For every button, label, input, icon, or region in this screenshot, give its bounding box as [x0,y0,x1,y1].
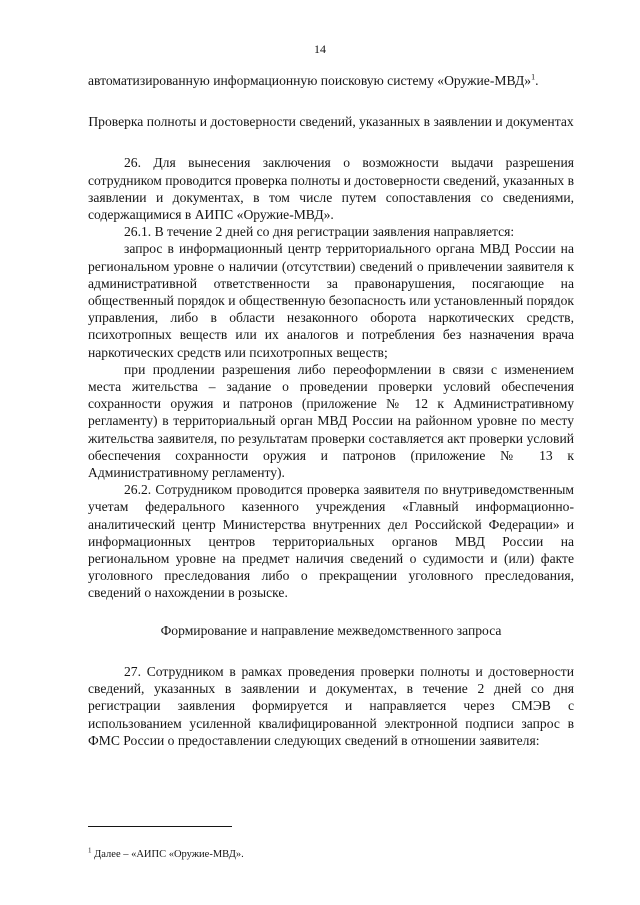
paragraph-26: 26. Для вынесения заключения о возможности выдачи разрешения сотрудником проводится проверка полноты и достоверности сведений, указанных в заявлении и документах, в том числе путем сопоставления со сведениями, содержащимися в АИПС «Оружие-МВД». [88,155,574,223]
document-body [88,72,574,749]
footnote [88,848,244,861]
continuation-text: автоматизированную информационную поисковую систему «Оружие-МВД» [88,73,532,88]
paragraph-27: 27. Сотрудником в рамках проведения проверки полноты и достоверности сведений, указанных в заявлении и документах, в течение 2 дней со дня регистрации заявления формируется и направляется через СМЭВ с использованием усиленной квалифицированной электронной подписи запрос в ФМС России о предоставлении следующих сведений в отношении заявителя: [88,663,574,748]
paragraph-26-1-request: запрос в информационный центр территориального органа МВД России на региональном уровне о наличии (отсутствии) сведений о привлечении заявителя к административной ответственности за правонарушения, посягающие на общественный порядок и общественную безопасность или установленный порядок управления, либо в области незаконного оборота наркотических средств, психотропных веществ или их аналогов и потребления без назначения врача наркотических средств или психотропных веществ; [88,241,574,360]
continuation-end: . [535,73,539,88]
paragraph-26-1: 26.1. В течение 2 дней со дня регистрации заявления направляется: [124,224,515,240]
continuation-paragraph [88,72,574,89]
section-heading-interagency: Формирование и направление межведомственного запроса [160,622,502,638]
paragraph-26-1-renewal: при продлении разрешения либо переоформлении в связи с изменением места жительства – задание о проведении проверки условий обеспечения сохранности оружия и патронов (приложение № 12 к Административному регламенту) в территориальный орган МВД России на районном уровне по месту жительства заявителя, по результатам проверки составляется акт проверки условий обеспечения сохранности оружия и патронов (приложение № 13 к Административному регламенту). [88,361,574,481]
paragraph-26-2: 26.2. Сотрудником проводится проверка заявителя по внутриведомственным учетам федерального казенного учреждения «Главный информационно-аналитический центр Министерства внутренних дел Российской Федерации» и информационных центров территориальных органов МВД России на региональном уровне на предмет наличия сведений о судимости и (или) факте уголовного преследования либо о прекращении уголовного преследования, сведений о нахождении в розыске. [88,482,574,601]
footnote-reference: 1 [531,72,536,82]
footnote-divider [88,826,232,827]
footnote-marker: 1 [88,846,92,855]
section-heading-verification: Проверка полноты и достоверности сведений, указанных в заявлении и документах [88,114,574,130]
page-number: 14 [314,42,326,56]
footnote-text: Далее – «АИПС «Оружие-МВД». [91,849,244,860]
